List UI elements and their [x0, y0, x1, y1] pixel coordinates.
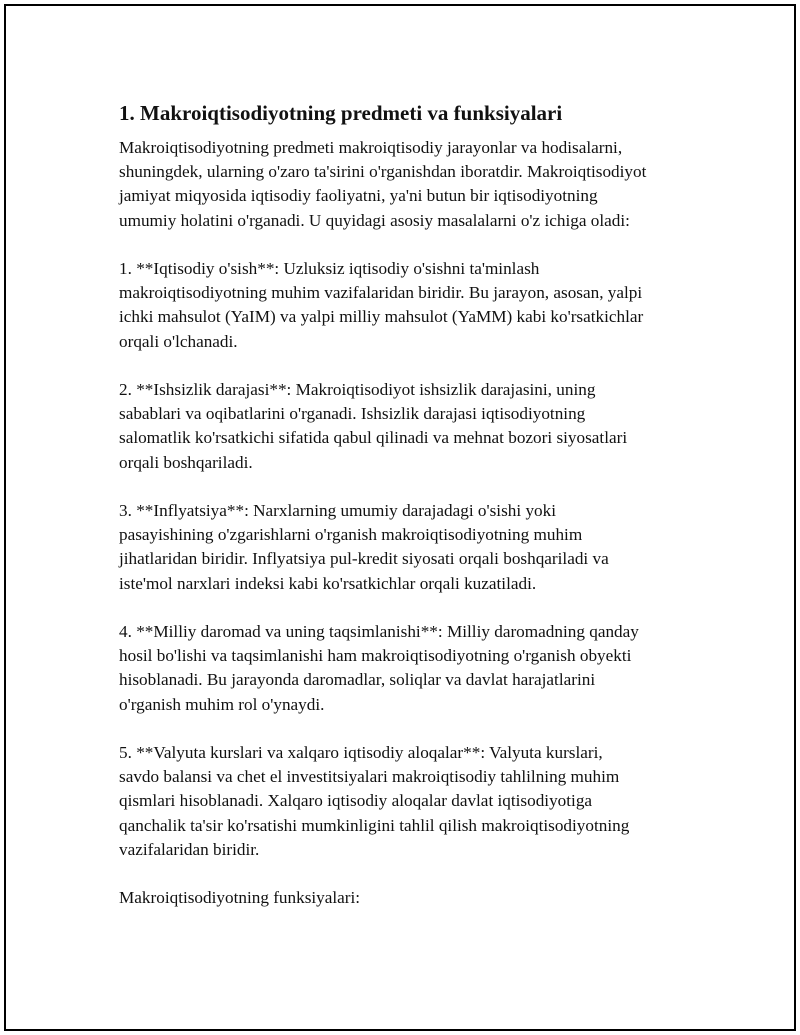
text-line: 4. **Milliy daromad va uning taqsimlanishi**: Milliy daromadning qanday: [119, 622, 639, 641]
text-line: jihatlaridan biridir. Inflyatsiya pul-kredit siyosati orqali boshqariladi va: [119, 549, 609, 569]
text-line: 1. **Iqtisodiy o'sish**: Uzluksiz iqtisodiy o'sishni ta'minlash: [119, 259, 540, 278]
section-heading: 1. Makroiqtisodiyotning predmeti va funksiyalari: [119, 101, 563, 125]
text-line: pasayishining o'zgarishlarni o'rganish makroiqtisodiyotning muhim: [119, 525, 583, 545]
text-line: savdo balansi va chet el investitsiyalari makroiqtisodiy tahlilning muhim: [119, 767, 620, 787]
text-line: ichki mahsulot (YaIM) va yalpi milliy mahsulot (YaMM) kabi ko'rsatkichlar: [119, 307, 644, 327]
text-line: 3. **Inflyatsiya**: Narxlarning umumiy darajadagi o'sishi yoki: [119, 501, 556, 520]
text-line: orqali boshqariladi.: [119, 452, 253, 472]
text-line: umumiy holatini o'rganadi. U quyidagi asosiy masalalarni o'z ichiga oladi:: [119, 210, 630, 230]
text-line: Makroiqtisodiyotning predmeti makroiqtisodiy jarayonlar va hodisalarni,: [119, 138, 623, 157]
text-line: orqali o'lchanadi.: [119, 331, 238, 351]
text-line: sabablari va oqibatlarini o'rganadi. Ishsizlik darajasi iqtisodiyotning: [119, 404, 586, 424]
intro-paragraph: [119, 136, 699, 233]
list-item-national-income: [119, 620, 699, 717]
document-body: [119, 99, 699, 935]
text-line: hisoblanadi. Bu jarayonda daromadlar, soliqlar va davlat harajatlarini: [119, 670, 596, 690]
text-line: vazifalaridan biridir.: [119, 839, 260, 859]
text-line: Makroiqtisodiyotning funksiyalari:: [119, 888, 361, 908]
text-line: 5. **Valyuta kurslari va xalqaro iqtisodiy aloqalar**: Valyuta kurslari,: [119, 743, 603, 762]
list-item-unemployment: [119, 378, 699, 475]
text-line: shuningdek, ularning o'zaro ta'sirini o'rganishdan iboratdir. Makroiqtisodiyot: [119, 162, 647, 182]
text-line: qismlari hisoblanadi. Xalqaro iqtisodiy aloqalar davlat iqtisodiyotiga: [119, 791, 593, 811]
list-item-inflation: [119, 499, 699, 596]
page-frame: [4, 4, 796, 1031]
text-line: jamiyat miqyosida iqtisodiy faoliyatni, ya'ni butun bir iqtisodiyotning: [119, 186, 598, 206]
text-line: iste'mol narxlari indeksi kabi ko'rsatkichlar orqali kuzatiladi.: [119, 573, 537, 593]
list-item-exchange-rates: [119, 741, 699, 862]
text-line: makroiqtisodiyotning muhim vazifalaridan biridir. Bu jarayon, asosan, yalpi: [119, 283, 643, 303]
text-line: 2. **Ishsizlik darajasi**: Makroiqtisodiyot ishsizlik darajasini, uning: [119, 380, 596, 399]
list-item-economic-growth: [119, 257, 699, 354]
functions-intro-paragraph: [119, 886, 699, 910]
text-line: qanchalik ta'sir ko'rsatishi mumkinligini tahlil qilish makroiqtisodiyotning: [119, 815, 630, 835]
text-line: o'rganish muhim rol o'ynaydi.: [119, 694, 325, 714]
text-line: salomatlik ko'rsatkichi sifatida qabul qilinadi va mehnat bozori siyosatlari: [119, 428, 628, 448]
text-line: hosil bo'lishi va taqsimlanishi ham makroiqtisodiyotning o'rganish obyekti: [119, 646, 632, 666]
